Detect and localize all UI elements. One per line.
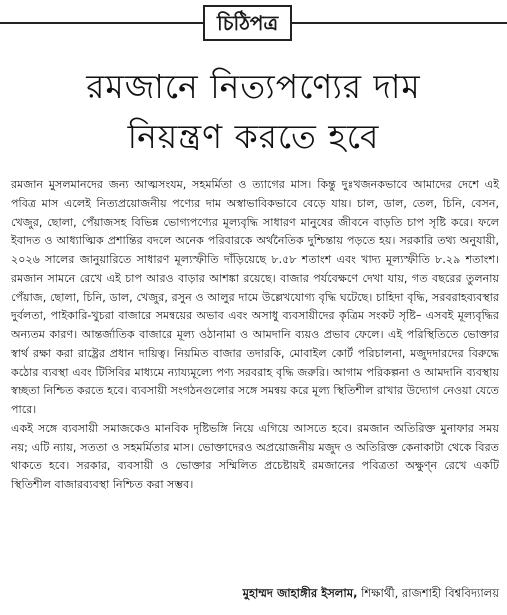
- letter-paragraph-2: একই সঙ্গে ব্যবসায়ী সমাজকেও মানবিক দৃষ্টিভঙ্গি নিয়ে এগিয়ে আসতে হবে। রমজান অতিরিক্ত মুনাফার সময় নয়; এটি ন্যায়, সততা ও সহমর্মিতার মাস। ভোক্তাদেরও অপ্রয়োজনীয় মজুদ ও অতিরিক্ত কেনাকাটা থেকে বিরত থাকতে হবে। সরকার, ব্যবসায়ী ও ভোক্তার সম্মিলিত প্রচেষ্টায়ই রমজানের পবিত্রতা অক্ষুণ্ন রেখে একটি স্থিতিশীল বাজারব্যবস্থা নিশ্চিত করা সম্ভব।: [11, 421, 499, 491]
- author-name: মুহাম্মদ জাহাঙ্গীর ইসলাম,: [242, 586, 358, 600]
- headline-line-2: নিয়ন্ত্রণ করতে হবে: [127, 117, 380, 156]
- headline-line-1: রমজানে নিত্যপণ্যের দাম: [86, 67, 421, 106]
- header-rule-right: [292, 22, 507, 24]
- header-rule-left: [0, 22, 203, 24]
- section-header: [0, 4, 507, 42]
- letter-signature: [243, 584, 499, 602]
- author-details: শিক্ষার্থী, রাজশাহী বিশ্ববিদ্যালয়: [357, 586, 499, 600]
- letter-headline: [0, 62, 507, 162]
- letter-body: [11, 176, 499, 495]
- letter-paragraph-1: রমজান মুসলমানদের জন্য আত্মসংযম, সহমর্মিতা ও ত্যাগের মাস। কিন্তু দুঃখজনকভাবে আমাদের দেশে এই পবিত্র মাস এলেই নিত্যপ্রয়োজনীয় পণ্যের দাম অস্বাভাবিকভাবে বেড়ে যায়। চাল, ডাল, তেল, চিনি, বেসন, খেজুর, ছোলা, পেঁয়াজসহ বিভিন্ন ভোগ্যপণ্যের মূল্যবৃদ্ধি সাধারণ মানুষের জীবনে বাড়তি চাপ সৃষ্টি করে। ফলে ইবাদত ও আধ্যাত্মিক প্রশান্তির বদলে অনেক পরিবারকে অর্থনৈতিক দুশ্চিন্তায় পড়তে হয়। সরকারি তথ্য অনুযায়ী, ২০২৬ সালের জানুয়ারিতে সাধারণ মূল্যস্ফীতি দাঁড়িয়েছে ৮.৫৮ শতাংশ এবং খাদ্য মূল্যস্ফীতি ৮.২৯ শতাংশ। রমজান সামনে রেখে এই চাপ আরও বাড়ার আশঙ্কা রয়েছে। বাজার পর্যবেক্ষণে দেখা যায়, গত বছরের তুলনায় পেঁয়াজ, ছোলা, চিনি, ডাল, খেজুর, রসুন ও আলুর দামে উল্লেখযোগ্য বৃদ্ধি ঘটেছে। চাহিদা বৃদ্ধি, সরবরাহব্যবস্থার দুর্বলতা, পাইকারি-খুচরা বাজারে সমন্বয়ের অভাব এবং অসাধু ব্যবসায়ীদের কৃত্রিম সংকট সৃষ্টি– এসবই মূল্যবৃদ্ধির অন্যতম কারণ। আন্তর্জাতিক বাজারে মূল্য ওঠানামা ও আমদানি ব্যয়ও প্রভাব ফেলে। এই পরিস্থিতিতে ভোক্তার স্বার্থ রক্ষা করা রাষ্ট্রের প্রধান দায়িত্ব। নিয়মিত বাজার তদারকি, মোবাইল কোর্ট পরিচালনা, মজুদদারদের বিরুদ্ধে কঠোর ব্যবস্থা এবং টিসিবির মাধ্যমে ন্যায্যমূল্যে পণ্য সরবরাহ বৃদ্ধি জরুরি। আগাম পরিকল্পনা ও আমদানি ব্যবস্থায় স্বচ্ছতা নিশ্চিত করতে হবে। ব্যবসায়ী সংগঠনগুলোর সঙ্গে সমন্বয় করে মূল্য স্থিতিশীল রাখার উদ্যোগ নেওয়া যেতে পারে।: [11, 178, 499, 416]
- section-label: চিঠিপত্র: [203, 5, 292, 41]
